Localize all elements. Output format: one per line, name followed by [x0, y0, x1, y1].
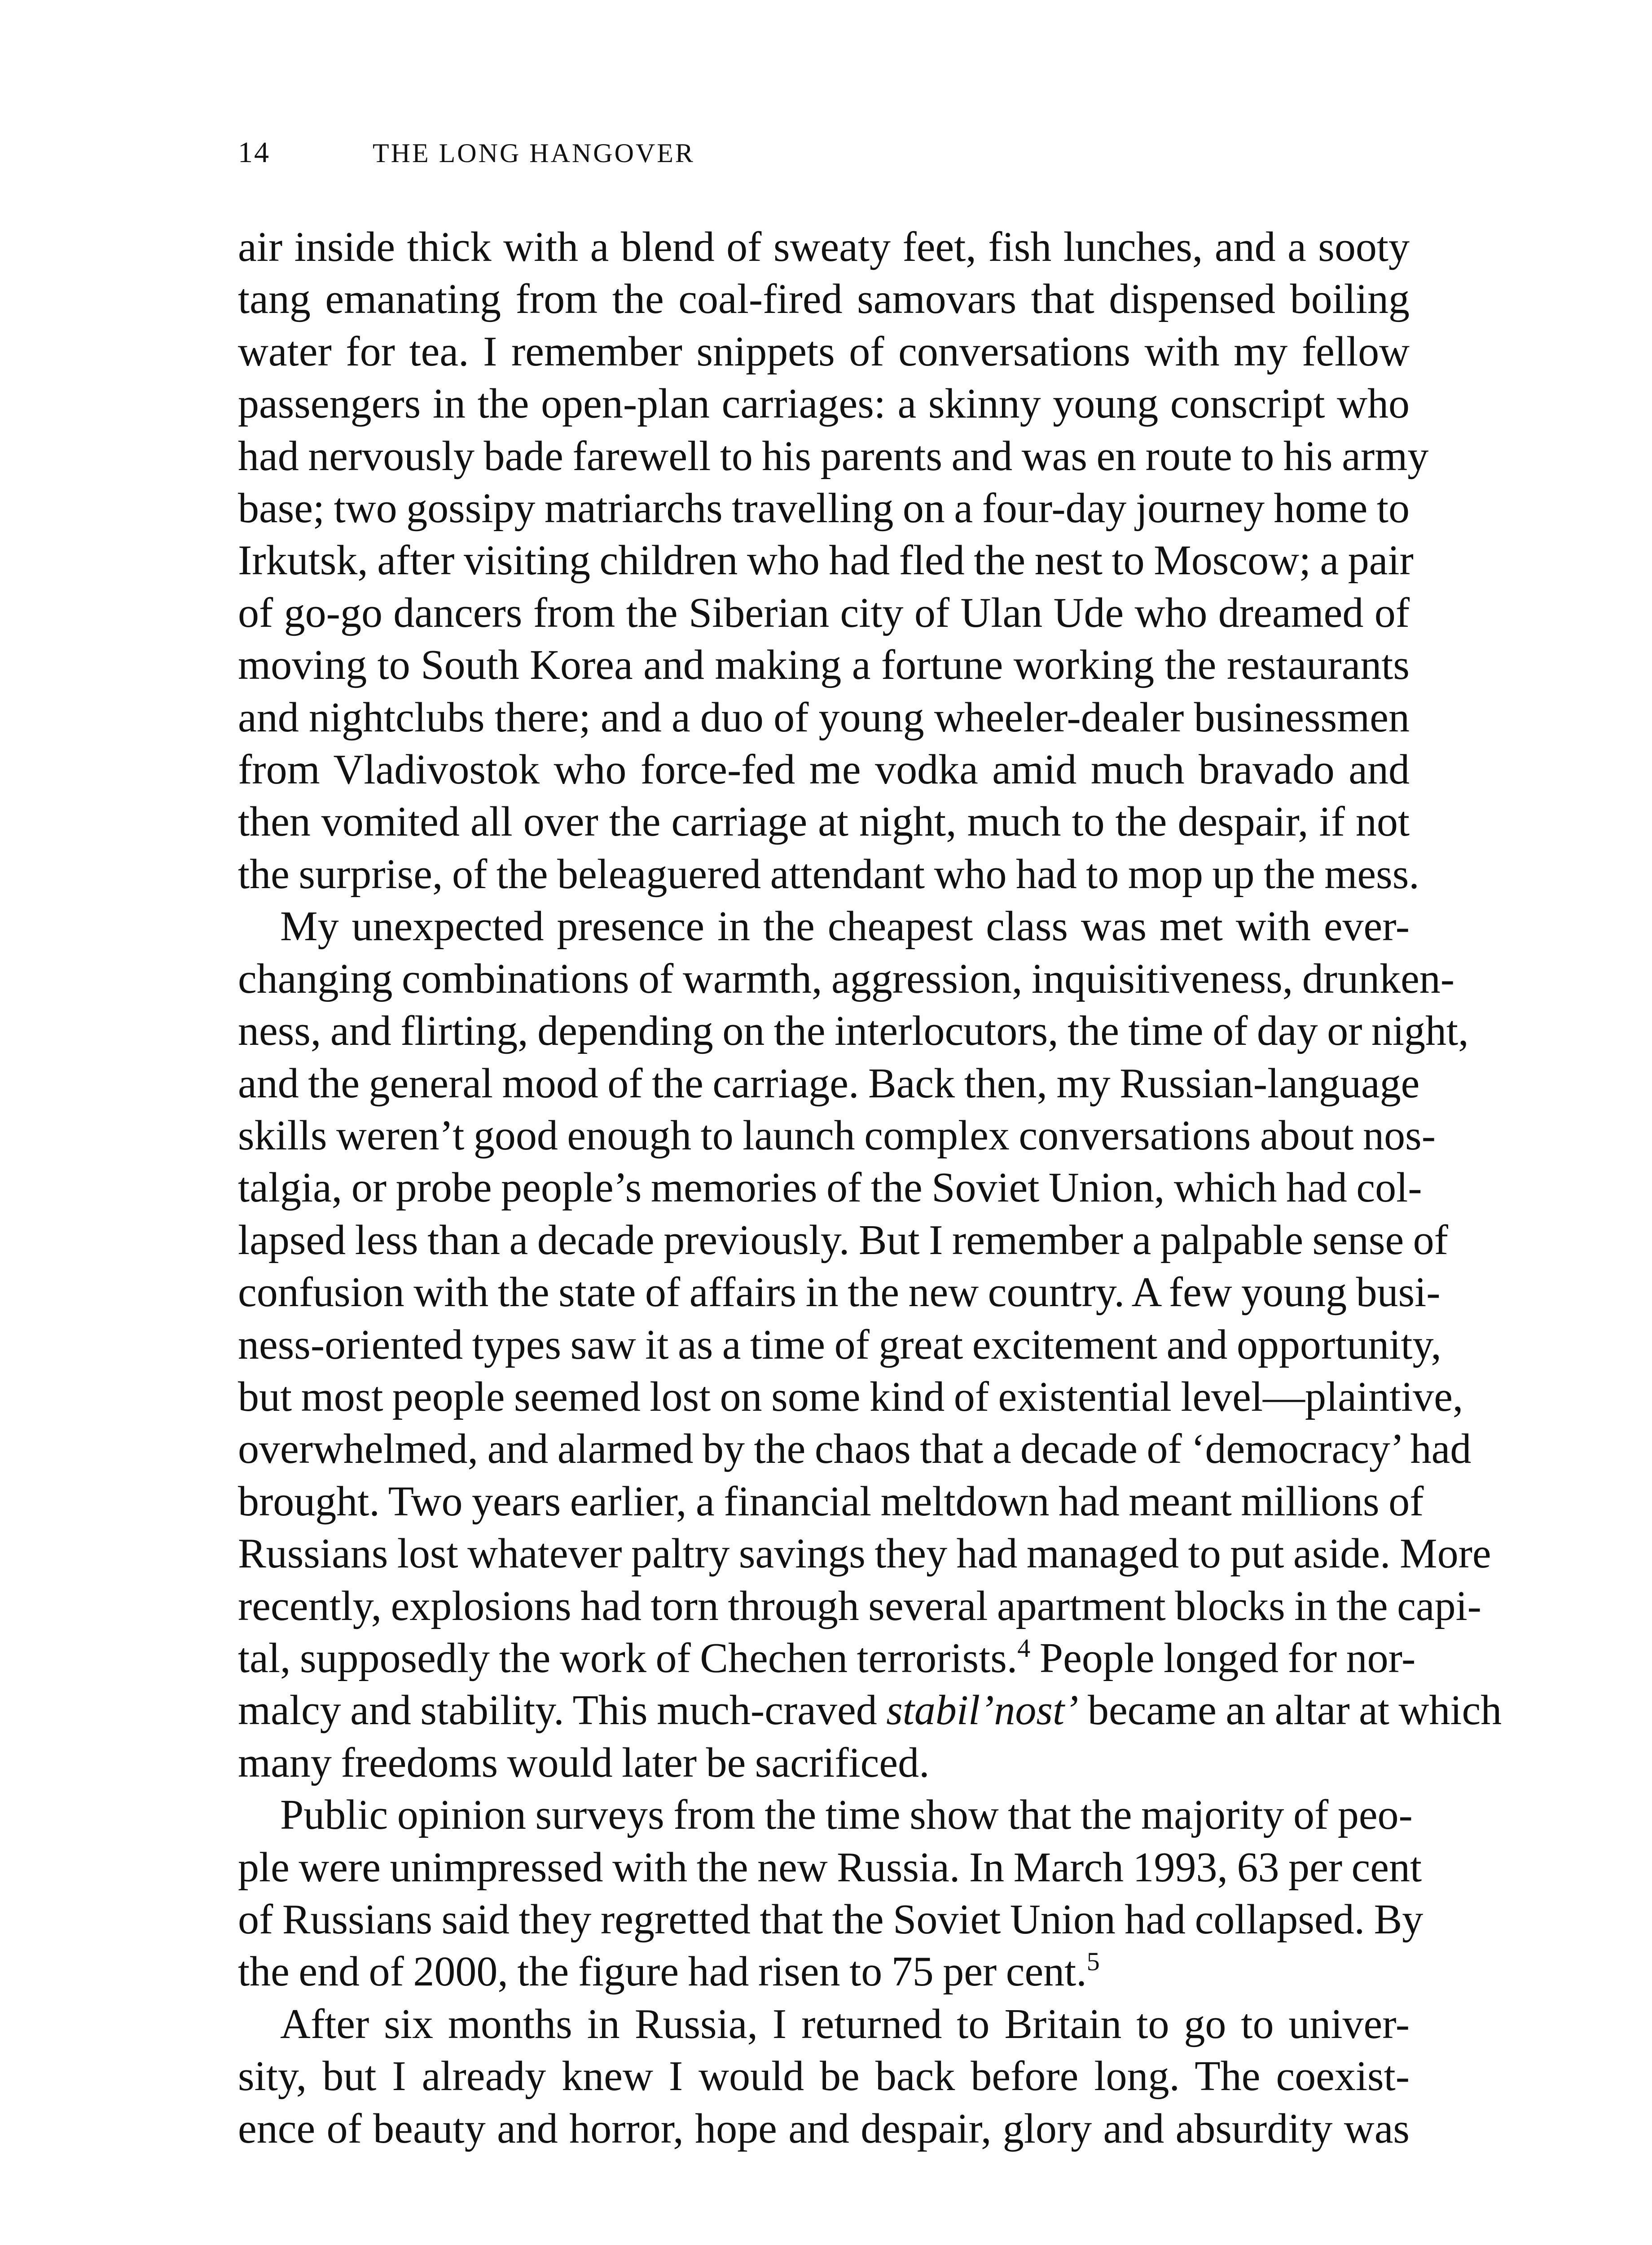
text-line: Public opinion surveys from the time show that the majority of peo-: [280, 1792, 1413, 1839]
text-line: tang emanating from the coal-fired samovars that dispensed boiling: [238, 276, 1410, 323]
body-text: [238, 221, 1502, 2155]
text-line: had nervously bade farewell to his parents and was en route to his army: [238, 432, 1429, 480]
text-line: of go-go dancers from the Siberian city of Ulan Ude who dreamed of: [238, 589, 1410, 636]
text-line: [238, 1684, 1502, 1736]
footnote-ref-4[interactable]: 4: [1017, 1633, 1031, 1663]
text-line: lapsed less than a decade previously. But I remember a palpable sense of: [238, 1216, 1448, 1263]
italic-term: stabil’nost’: [886, 1687, 1079, 1734]
text-line: and nightclubs there; and a duo of young wheeler-dealer businessmen: [238, 694, 1410, 741]
running-head: [238, 135, 695, 171]
footnote-ref-5[interactable]: 5: [1086, 1947, 1100, 1976]
text-line: air inside thick with a blend of sweaty feet, fish lunches, and a sooty: [238, 224, 1410, 270]
text-run: malcy and stability. This much-craved: [238, 1687, 887, 1734]
text-line: Russians lost whatever paltry savings they had managed to put aside. More: [238, 1530, 1491, 1577]
text-line: My unexpected presence in the cheapest class was met with ever-: [280, 903, 1410, 950]
text-line: skills weren’t good enough to launch complex conversations about nos-: [238, 1112, 1436, 1159]
text-run: became an altar at which: [1078, 1687, 1502, 1734]
text-line: but most people seemed lost on some kind of existential level—plaintive,: [238, 1373, 1463, 1420]
text-line: from Vladivostok who force-fed me vodka amid much bravado and: [238, 746, 1410, 793]
text-line: water for tea. I remember snippets of conversations with my fellow: [238, 328, 1410, 375]
running-title: THE LONG HANGOVER: [373, 138, 695, 168]
text-line: the surprise, of the beleaguered attendant who had to mop up the mess.: [238, 850, 1419, 898]
text-line: and the general mood of the carriage. Back then, my Russian-language: [238, 1060, 1420, 1107]
text-run: People longed for nor-: [1030, 1634, 1416, 1682]
text-line: Irkutsk, after visiting children who had fled the nest to Moscow; a pair: [238, 537, 1414, 584]
paragraph-1: [238, 221, 1429, 900]
text-line: moving to South Korea and making a fortune working the restaurants: [238, 642, 1410, 689]
text-line: confusion with the state of affairs in the new country. A few young busi-: [238, 1269, 1441, 1316]
paragraph-2: [238, 900, 1502, 1789]
text-line: of Russians said they regretted that the Soviet Union had collapsed. By: [238, 1896, 1424, 1943]
text-line: passengers in the open-plan carriages: a skinny young conscript who: [238, 380, 1410, 427]
text-line: overwhelmed, and alarmed by the chaos that a decade of ‘democracy’ had: [238, 1426, 1472, 1473]
text-line: base; two gossipy matriarchs travelling on a four-day journey home to: [238, 485, 1410, 532]
text-line: recently, explosions had torn through several apartment blocks in the capi-: [238, 1582, 1481, 1629]
text-run: the end of 2000, the figure had risen to 75 per cent.: [238, 1948, 1087, 1995]
text-line: [238, 1946, 1410, 1998]
text-line: ness-oriented types saw it as a time of great excitement and opportunity,: [238, 1321, 1441, 1368]
text-line: brought. Two years earlier, a financial meltdown had meant millions of: [238, 1478, 1424, 1525]
text-line: sity, but I already knew I would be back before long. The coexist-: [238, 2053, 1410, 2100]
text-run: tal, supposedly the work of Chechen terrorists.: [238, 1634, 1018, 1682]
text-line: [238, 1632, 1416, 1684]
text-line: then vomited all over the carriage at night, much to the despair, if not: [238, 798, 1410, 845]
text-line: talgia, or probe people’s memories of the Soviet Union, which had col-: [238, 1164, 1422, 1211]
text-line: After six months in Russia, I returned to Britain to go to univer-: [280, 2000, 1410, 2047]
text-line: changing combinations of warmth, aggression, inquisitiveness, drunken-: [238, 955, 1455, 1002]
paragraph-3: [238, 1789, 1424, 1998]
page-number: 14: [238, 136, 270, 169]
text-line: many freedoms would later be sacrificed.: [238, 1739, 930, 1786]
text-line: ness, and flirting, depending on the interlocutors, the time of day or night,: [238, 1008, 1469, 1055]
text-line: ple were unimpressed with the new Russia. In March 1993, 63 per cent: [238, 1844, 1422, 1891]
paragraph-4: [238, 1998, 1410, 2155]
text-line: ence of beauty and horror, hope and despair, glory and absurdity was: [238, 2105, 1410, 2152]
